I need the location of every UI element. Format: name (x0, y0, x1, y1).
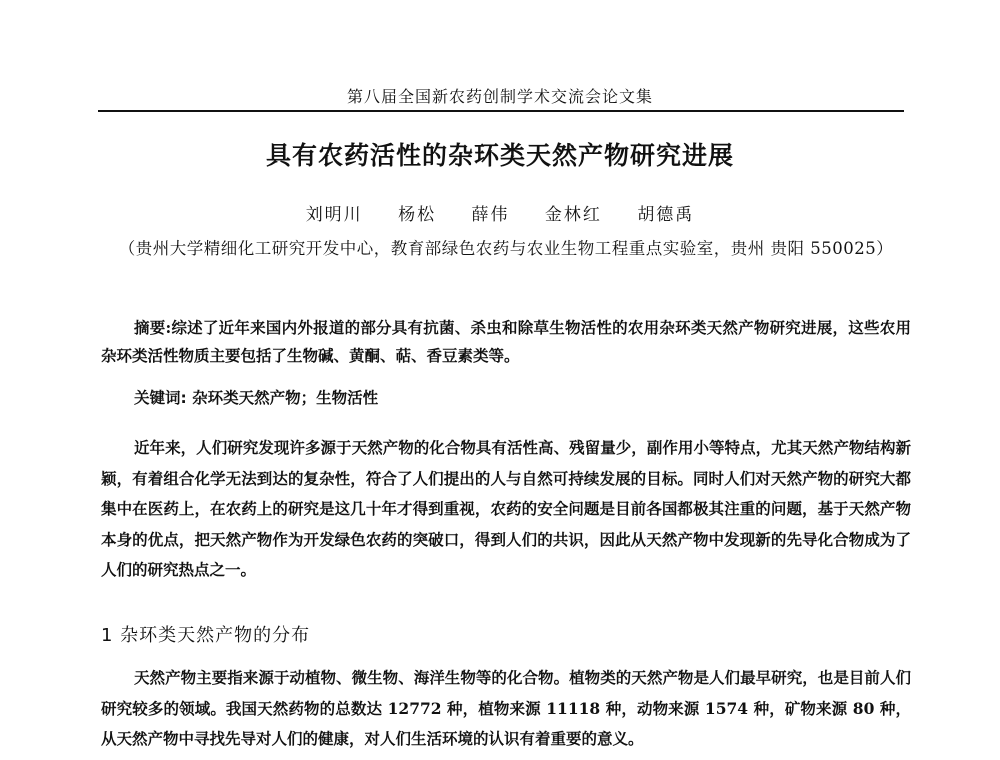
author-name: 金林红 (544, 205, 602, 225)
abstract-label: 摘要: (134, 318, 172, 337)
author-name: 胡德禹 (637, 205, 695, 225)
author-affiliation: （贵州大学精细化工研究开发中心，教育部绿色农药与农业生物工程重点实验室，贵州 贵阳 550025） (118, 239, 894, 258)
author-list (150, 200, 850, 225)
intro-paragraph: 近年来，人们研究发现许多源于天然产物的化合物具有活性高、残留量少，副作用小等特点，尤其天然产物结构新颖，有着组合化学无法到达的复杂性，符合了人们提出的人与自然可持续发展的目标。同时人们对天然产物的研究大都集中在医药上，在农药上的研究是这几十年才得到重视，农药的安全问题是目前各国都极其注重的问题，基于天然产物本身的优点，把天然产物作为开发绿色农药的突破口，得到人们的共识，因此从天然产物中发现新的先导化合物成为了人们的研究热点之一。 (101, 438, 911, 579)
author-name: 薛伟 (471, 205, 510, 225)
keywords-label: 关键词: (134, 389, 187, 407)
paper-title: 具有农药活性的杂环类天然产物研究进展 (265, 141, 734, 170)
abstract (101, 314, 911, 370)
keywords (134, 384, 834, 412)
abstract-text: 综述了近年来国内外报道的部分具有抗菌、杀虫和除草生物活性的农用杂环类天然产物研究进展，这些农用杂环类活性物质主要包括了生物碱、黄酮、萜、香豆素类等。 (101, 318, 911, 365)
header-rule (98, 110, 904, 112)
keywords-text: 杂环类天然产物；生物活性 (192, 389, 379, 407)
running-header: 第八届全国新农药创制学术交流会论文集 (346, 87, 653, 106)
author-name: 刘明川 (305, 205, 363, 225)
author-name: 杨松 (398, 205, 437, 225)
section-heading: 1 杂环类天然产物的分布 (101, 625, 311, 646)
section-paragraph: 天然产物主要指来源于动植物、微生物、海洋生物等的化合物。植物类的天然产物是人们最早研究，也是目前人们研究较多的领域。我国天然药物的总数达 12772 种，植物来源 11118 种，动物来源 1574 种，矿物来源 80 种，从天然产物中寻找先导对人们的健康，对人们生活环境的认识有着重要的意义。 (101, 668, 911, 748)
